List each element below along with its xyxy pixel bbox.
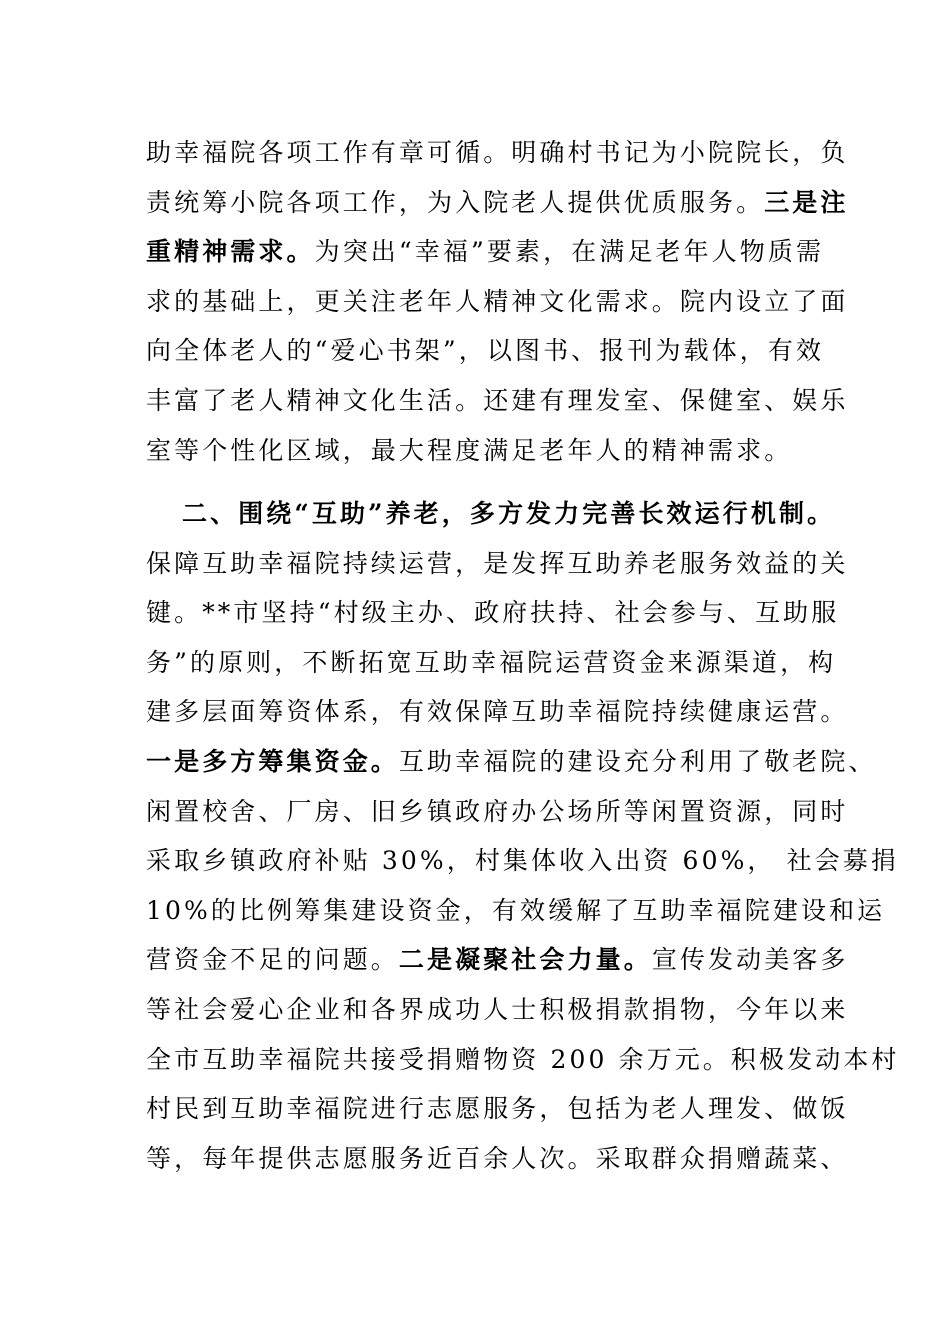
text-line: 保障互助幸福院持续运营，是发挥互助养老服务效益的关 [146,548,849,578]
text-span: 营资金不足的问题。 [146,945,399,975]
text-line: 室等个性化区域，最大程度满足老年人的精神需求。 [146,435,793,465]
text-line: 采取乡镇政府补贴 30%，村集体收入出资 60%， 社会募捐 [146,846,899,876]
bold-lead: 一是多方筹集资金。 [146,746,399,776]
text-line [146,178,849,228]
bold-lead: 重精神需求。 [146,237,315,267]
text-line [146,737,877,787]
text-line: 务”的原则，不断拓宽互助幸福院运营资金来源渠道，构 [146,647,837,677]
text-line: 闲置校舍、厂房、旧乡镇政府办公场所等闲置资源，同时 [146,796,849,826]
text-line: 助幸福院各项工作有章可循。明确村书记为小院院长，负 [146,138,849,167]
text-span: 宣传发动美客多 [651,945,849,975]
text-line [146,227,825,277]
paragraph-mutual-aid [146,489,900,1183]
text-line: 等，每年提供志愿服务近百余人次。采取群众捐赠蔬菜、 [146,1143,849,1173]
text-line [146,935,849,985]
text-line: 向全体老人的“爱心书架”，以图书、报刊为载体，有效 [146,336,825,366]
bold-lead: 二是凝聚社会力量。 [398,945,652,975]
text-span: 责统筹小院各项工作，为入院老人提供优质服务。 [146,187,765,217]
text-line: 丰富了老人精神文化生活。还建有理发室、保健室、娱乐 [146,385,849,415]
text-span: 互助幸福院的建设充分利用了敬老院、 [398,746,877,776]
section-heading: 二、围绕“互助”养老，多方发力完善长效运行机制。 [182,499,836,528]
text-line: 求的基础上，更关注老年人精神文化需求。院内设立了面 [146,286,849,316]
text-line: 村民到互助幸福院进行志愿服务，包括为老人理发、做饭 [146,1094,849,1124]
text-line: 等社会爱心企业和各界成功人士积极捐款捐物，今年以来 [146,994,849,1024]
text-line: 建多层面筹资体系，有效保障互助幸福院持续健康运营。 [146,697,849,727]
text-span: 为突出“幸福”要素，在满足老年人物质需 [314,237,825,267]
paragraph-spiritual-needs [146,128,849,475]
text-line: 键。**市坚持“村级主办、政府扶持、社会参与、互助服 [146,598,840,628]
text-line: 全市互助幸福院共接受捐赠物资 200 余万元。积极发动本村 [146,1044,900,1074]
text-line: 10%的比例筹集建设资金，有效缓解了互助幸福院建设和运 [146,895,886,925]
bold-lead: 三是注 [764,187,849,217]
